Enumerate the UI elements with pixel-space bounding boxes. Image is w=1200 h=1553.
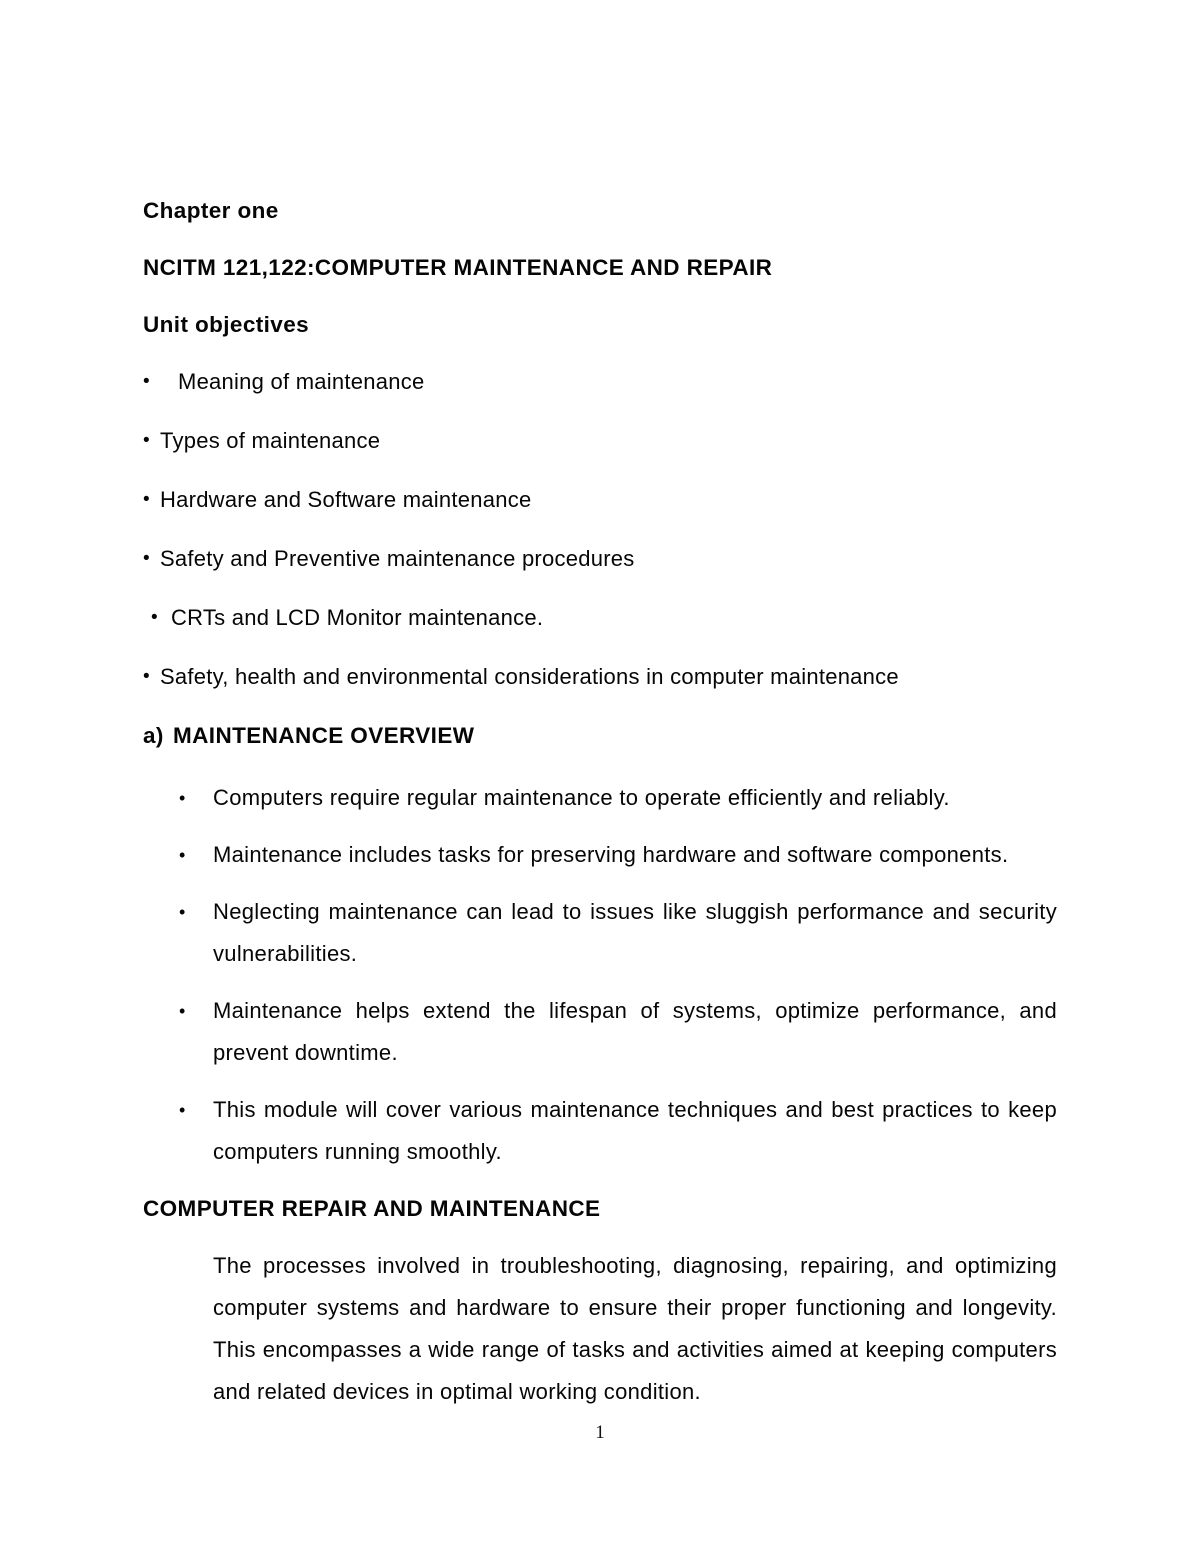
overview-points-list: [143, 777, 1057, 1173]
bullet-icon: •: [143, 548, 150, 569]
bullet-icon: •: [179, 845, 186, 865]
list-item-text: Meaning of maintenance: [178, 369, 425, 394]
bullet-icon: •: [179, 902, 186, 922]
list-item: [143, 361, 1057, 403]
list-item: [143, 1089, 1057, 1173]
bullet-icon: •: [143, 666, 150, 687]
list-item: [143, 777, 1057, 819]
list-item: [143, 420, 1057, 462]
repair-paragraph: The processes involved in troubleshooting, diagnosing, repairing, and optimizing computer systems and hardware to ensure their proper functioning and longevity. This encompasses a wide range of tasks and activities aimed at keeping computers and related devices in optimal working condition.: [213, 1253, 1057, 1404]
list-item: [143, 479, 1057, 521]
bullet-icon: •: [179, 1100, 186, 1120]
list-item-text: Hardware and Software maintenance: [160, 487, 532, 512]
list-item: [143, 990, 1057, 1074]
bullet-icon: •: [151, 607, 158, 628]
section-title: MAINTENANCE OVERVIEW: [173, 723, 475, 748]
repair-section-heading: COMPUTER REPAIR AND MAINTENANCE: [143, 1196, 601, 1221]
list-item-text: CRTs and LCD Monitor maintenance.: [171, 605, 544, 630]
list-item-text: This module will cover various maintenance techniques and best practices to keep computers running smoothly.: [213, 1097, 1057, 1164]
list-item-text: Maintenance includes tasks for preserving hardware and software components.: [213, 842, 1009, 867]
list-item-text: Computers require regular maintenance to operate efficiently and reliably.: [213, 785, 950, 810]
overview-section-heading: [143, 715, 1057, 757]
list-item-text: Neglecting maintenance can lead to issues like sluggish performance and security vulnerabilities.: [213, 899, 1057, 966]
list-item: [143, 834, 1057, 876]
list-item: [143, 891, 1057, 975]
bullet-icon: •: [179, 1001, 186, 1021]
list-item-text: Safety and Preventive maintenance procedures: [160, 546, 635, 571]
list-item-text: Safety, health and environmental considerations in computer maintenance: [160, 664, 899, 689]
chapter-heading: Chapter one: [143, 198, 279, 223]
list-item: [143, 656, 1057, 698]
list-item-text: Maintenance helps extend the lifespan of systems, optimize performance, and prevent downtime.: [213, 998, 1057, 1065]
bullet-icon: •: [179, 788, 186, 808]
course-heading: NCITM 121,122:COMPUTER MAINTENANCE AND REPAIR: [143, 255, 773, 280]
list-item: [143, 538, 1057, 580]
list-item-text: Types of maintenance: [160, 428, 381, 453]
bullet-icon: •: [143, 430, 150, 451]
section-label: a): [143, 723, 164, 748]
list-item: [143, 597, 1057, 639]
objectives-list: [143, 361, 1057, 698]
page-number: 1: [595, 1422, 605, 1443]
bullet-icon: •: [143, 489, 150, 510]
bullet-icon: •: [143, 371, 150, 392]
objectives-heading: Unit objectives: [143, 312, 310, 337]
